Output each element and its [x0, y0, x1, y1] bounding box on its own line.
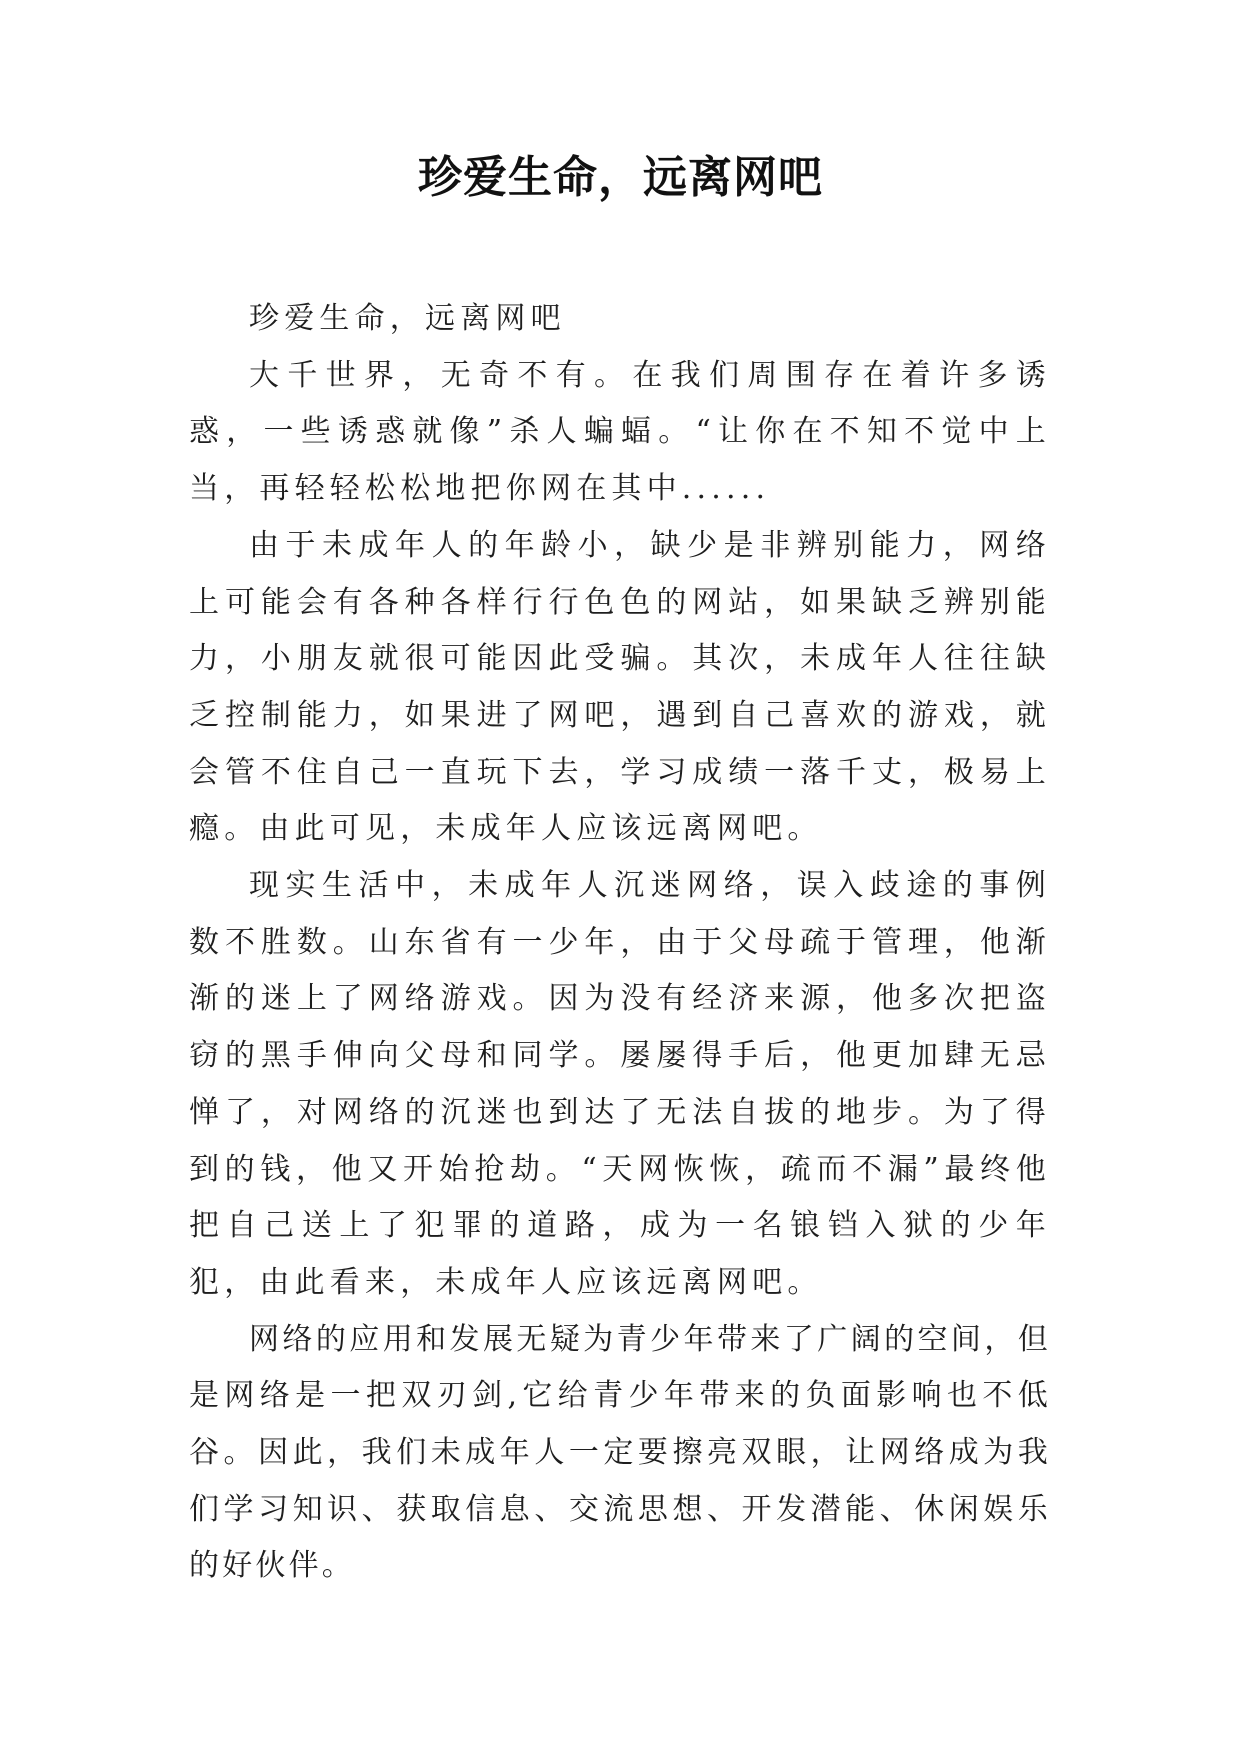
paragraph-subtitle: 珍爱生命，远离网吧: [249, 301, 566, 336]
document-title: 珍爱生命，远离网吧: [418, 152, 823, 203]
paragraph-3: 现实生活中，未成年人沉迷网络，误入歧途的事例数不胜数。山东省有一少年，由于父母疏于管理，他渐渐的迷上了网络游戏。因为没有经济来源，他多次把盗窃的黑手伸向父母和同学。屡屡得手后，他更加肆无忌惮了，对网络的沉迷也到达了无法自拔的地步。为了得到的钱，他又开始抢劫。“天网恢恢，疏而不漏”最终他把自己送上了犯罪的道路，成为一名锒铛入狱的少年犯，由此看来，未成年人应该远离网吧。: [189, 868, 1051, 1300]
paragraph-2: 由于未成年人的年龄小，缺少是非辨别能力，网络上可能会有各种各样行行色色的网站，如果缺乏辨别能力，小朋友就很可能因此受骗。其次，未成年人往往缺乏控制能力，如果进了网吧，遇到自己喜欢的游戏，就会管不住自己一直玩下去，学习成绩一落千丈，极易上瘾。由此可见，未成年人应该远离网吧。: [189, 527, 1051, 847]
paragraph-4: 网络的应用和发展无疑为青少年带来了广阔的空间，但是网络是一把双刃剑,它给青少年带来的负面影响也不低谷。因此，我们未成年人一定要擦亮双眼，让网络成为我们学习知识、获取信息、交流思想、开发潜能、休闲娱乐的好伙伴。: [189, 1321, 1051, 1584]
paragraph-1: 大千世界，无奇不有。在我们周围存在着许多诱惑，一些诱惑就像”杀人蝙蝠。“让你在不知不觉中上当，再轻轻松松地把你网在其中......: [189, 357, 1051, 507]
document-body: [189, 291, 1051, 1595]
